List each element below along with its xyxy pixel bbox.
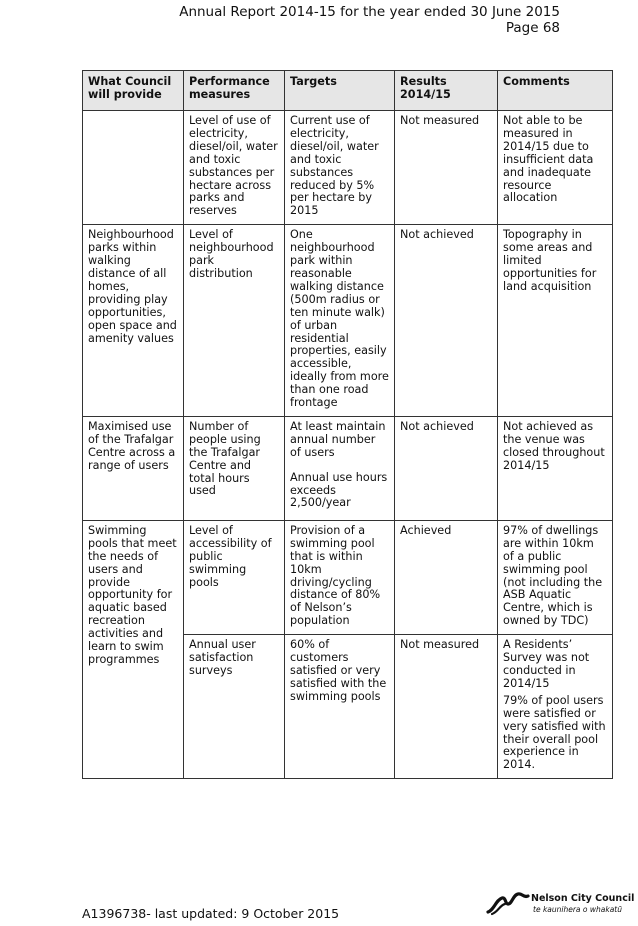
result-cell: Not measured bbox=[395, 635, 498, 779]
target-cell: Current use of electricity, diesel/oil, water and toxic substances reduced by 5% per hectare by 2015 bbox=[285, 111, 395, 225]
measure-cell: Level of accessibility of public swimming pools bbox=[184, 520, 285, 634]
comment-cell bbox=[498, 635, 613, 779]
nelson-city-council-logo bbox=[486, 892, 635, 918]
table-row bbox=[83, 416, 613, 520]
comment-extra-text: 79% of pool users were satisfied or very satisfied with their overall pool experience in 2014. bbox=[503, 693, 606, 772]
target-cell: Provision of a swimming pool that is within 10km driving/cycling distance of 80% of Nelson’s population bbox=[285, 520, 395, 634]
table-row bbox=[83, 520, 613, 634]
result-cell: Not achieved bbox=[395, 416, 498, 520]
report-title: Annual Report 2014-15 for the year ended 30 June 2015 bbox=[179, 4, 560, 20]
comment-cell: 97% of dwellings are within 10km of a public swimming pool (not including the ASB Aquatic Centre, which is owned by TDC) bbox=[498, 520, 613, 634]
provide-cell bbox=[83, 111, 184, 225]
logo-tagline: te kaunihera o whakatū bbox=[533, 905, 622, 914]
provide-cell: Maximised use of the Trafalgar Centre across a range of users bbox=[83, 416, 184, 520]
provide-cell: Neighbourhood parks within walking distance of all homes, providing play opportunities, open space and amenity values bbox=[83, 225, 184, 417]
logo-name: Nelson City Council bbox=[531, 893, 635, 904]
result-cell: Not measured bbox=[395, 111, 498, 225]
page-number: Page 68 bbox=[505, 20, 560, 36]
target-extra-text: Annual use hours exceeds 2,500/year bbox=[290, 470, 388, 510]
comment-cell: Not able to be measured in 2014/15 due to insufficient data and inadequate resource allocation bbox=[498, 111, 613, 225]
measure-cell: Level of neighbourhood park distribution bbox=[184, 225, 285, 417]
table-row bbox=[83, 111, 613, 225]
comment-cell: Not achieved as the venue was closed throughout 2014/15 bbox=[498, 416, 613, 520]
document-reference: A1396738- last updated: 9 October 2015 bbox=[82, 906, 340, 921]
comment-text: A Residents’ Survey was not conducted in 2014/15 bbox=[503, 638, 590, 690]
performance-table bbox=[82, 70, 613, 779]
target-cell: 60% of customers satisfied or very satisfied with the swimming pools bbox=[285, 635, 395, 779]
column-header-provide: What Council will provide bbox=[83, 71, 184, 111]
target-cell bbox=[285, 416, 395, 520]
column-header-targets: Targets bbox=[285, 71, 395, 111]
result-cell: Not achieved bbox=[395, 225, 498, 417]
result-cell: Achieved bbox=[395, 520, 498, 634]
page-header bbox=[179, 4, 560, 36]
target-cell: One neighbourhood park within reasonable walking distance (500m radius or ten minute walk) of urban residential properties, easily accessible, ideally from more than one road frontage bbox=[285, 225, 395, 417]
column-header-results: Results 2014/15 bbox=[395, 71, 498, 111]
column-header-measures: Performance measures bbox=[184, 71, 285, 111]
target-text: At least maintain annual number of users bbox=[290, 419, 386, 459]
measure-cell: Level of use of electricity, diesel/oil, water and toxic substances per hectare across parks and reserves bbox=[184, 111, 285, 225]
table-header-row bbox=[83, 71, 613, 111]
council-logo-icon bbox=[486, 892, 530, 916]
measure-cell: Annual user satisfaction surveys bbox=[184, 635, 285, 779]
provide-cell: Swimming pools that meet the needs of users and provide opportunity for aquatic based recreation activities and learn to swim programmes bbox=[83, 520, 184, 778]
table-row bbox=[83, 225, 613, 417]
measure-cell: Number of people using the Trafalgar Centre and total hours used bbox=[184, 416, 285, 520]
column-header-comments: Comments bbox=[498, 71, 613, 111]
comment-cell: Topography in some areas and limited opportunities for land acquisition bbox=[498, 225, 613, 417]
